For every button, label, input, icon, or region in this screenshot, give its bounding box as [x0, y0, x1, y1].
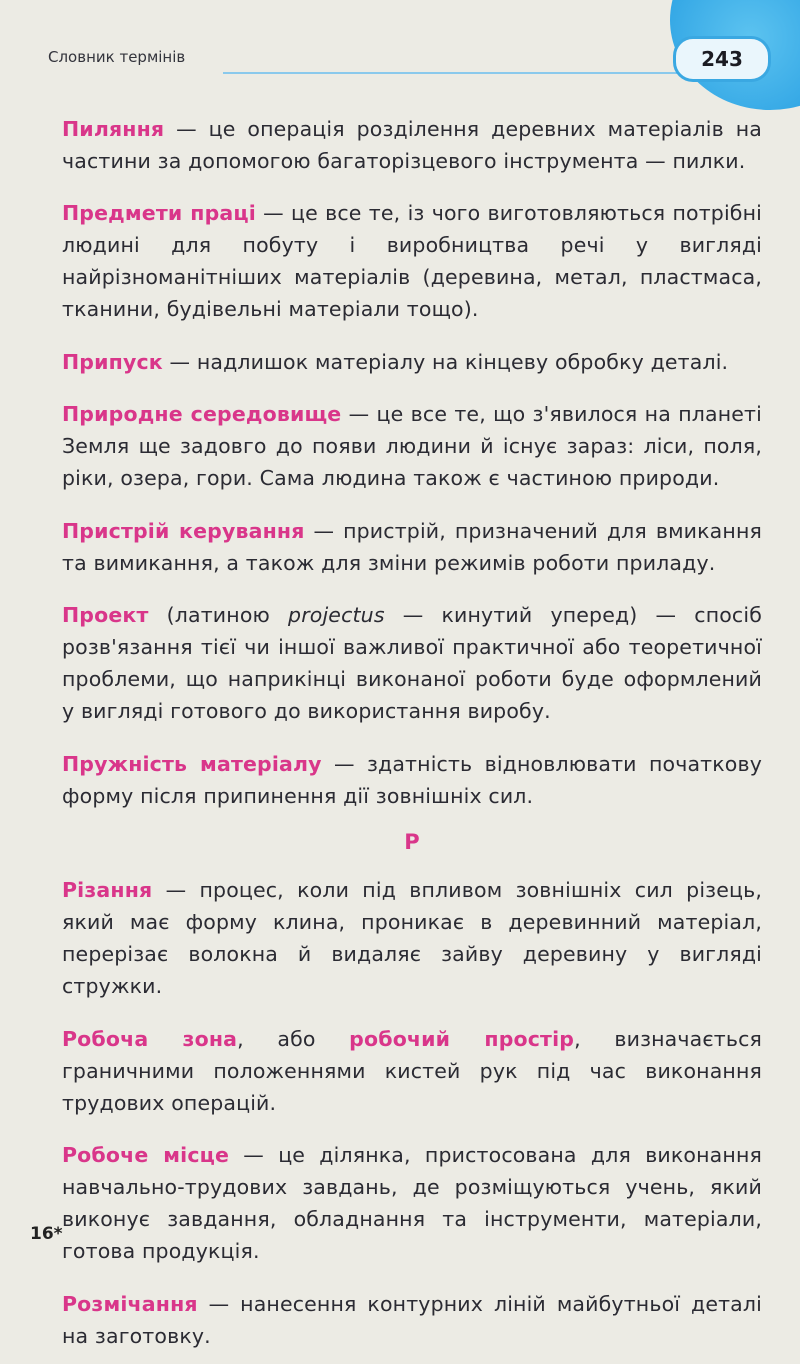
glossary-term: Різання	[62, 878, 153, 902]
latin-word: projectus	[288, 603, 385, 627]
glossary-term: Пристрій керування	[62, 518, 305, 543]
glossary-term: Робоча зона	[62, 1026, 238, 1051]
glossary-entry	[62, 398, 762, 494]
glossary-entry	[62, 599, 762, 727]
signature-mark: 16*	[30, 1224, 63, 1244]
glossary-term: Предмети праці	[62, 201, 256, 225]
definition-part: , визначається граничними положеннями кистей рук під час виконання трудових операцій.	[62, 1026, 762, 1115]
glossary-entry	[62, 197, 762, 325]
glossary-entry	[62, 874, 762, 1002]
glossary-entry	[62, 1139, 762, 1267]
glossary-entry	[62, 346, 762, 378]
page-number-badge: 243	[673, 36, 771, 82]
glossary-entry	[62, 1023, 762, 1119]
glossary-entry	[62, 1288, 762, 1352]
glossary-term: Природне середовище	[62, 402, 342, 426]
definition-part: — кинутий уперед) — спосіб розв'язання тієї чи іншої важливої практичної або теоретичної проблеми, що наприкінці виконаної роботи буде оформлений у вигляді готового до використання виробу.	[62, 603, 762, 723]
definition-part: (латиною	[148, 603, 289, 627]
glossary-term: Пружність матеріалу	[62, 751, 322, 776]
page-header	[48, 44, 748, 76]
definition-part: , або	[237, 1026, 350, 1051]
definition: — здатність відновлювати початкову форму після припинення дії зовнішніх сил.	[62, 751, 762, 808]
header-rule	[223, 72, 678, 74]
definition: — пристрій, призначений для вмикання та вимикання, а також для зміни режимів роботи приладу.	[62, 518, 762, 575]
glossary-term: Розмічання	[62, 1291, 198, 1316]
section-letter: Р	[404, 829, 420, 854]
definition: — це ділянка, пристосована для виконання навчально-трудових завдань, де розміщуються учень, який виконує завдання, обладнання та інструменти, матеріали, готова продукція.	[62, 1143, 762, 1263]
glossary-term-secondary: робочий простір	[349, 1026, 575, 1051]
glossary-term: Робоче місце	[62, 1143, 230, 1167]
glossary-term: Проект	[62, 603, 149, 627]
glossary-term: Пиляння	[62, 116, 165, 141]
definition: — це все те, що з'явилося на планеті Земля ще задовго до появи людини й існує зараз: ліси, поля, ріки, озера, гори. Сама людина також є частиною природи.	[62, 402, 762, 490]
definition: — це все те, із чого виготовляються потрібні людині для побуту і виробництва речі у вигляді найрізноманітніших матеріалів (деревина, метал, пластмаса, тканини, будівельні матеріали тощо).	[62, 201, 762, 321]
glossary-body	[62, 92, 762, 1364]
definition: — надлишок матеріалу на кінцеву обробку деталі.	[162, 349, 729, 374]
running-title: Словник термінів	[48, 48, 186, 66]
glossary-term: Припуск	[62, 349, 163, 374]
definition: — процес, коли під впливом зовнішніх сил різець, який має форму клина, проникає в деревинний матеріал, перерізає волокна й видаляє зайву деревину у вигляді стружки.	[62, 878, 762, 998]
glossary-entry	[62, 515, 762, 579]
glossary-entry	[62, 748, 762, 812]
definition: — нанесення контурних ліній майбутньої деталі на заготовку.	[62, 1291, 762, 1348]
definition: — це операція розділення деревних матеріалів на частини за допомогою багаторізцевого інструмента — пилки.	[62, 116, 762, 173]
glossary-entry	[62, 113, 762, 177]
